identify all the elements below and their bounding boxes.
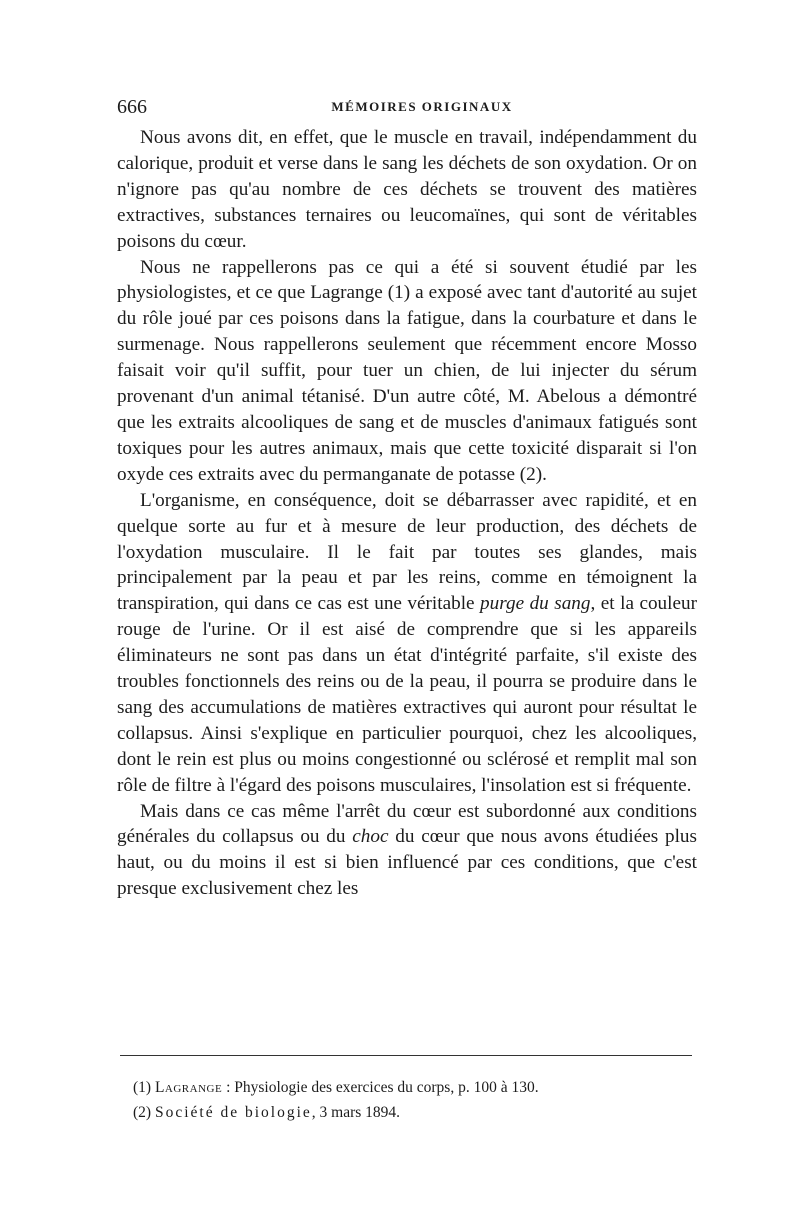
paragraph-3: [117, 488, 697, 799]
paragraph-3-text-b: , et la couleur rouge de l'urine. Or il est aisé de comprendre que si les appareils éliminateurs ne sont pas dans un état d'intégrité parfaite, s'il existe des troubles fonctionnels des reins ou de la peau, il pourra se produire dans le sang des accumulations de matières extractives qui auront pour résultat le collapsus. Ainsi s'explique en particulier pourquoi, chez les alcooliques, dont le rein est plus ou moins congestionné ou sclérosé et remplit mal son rôle de filtre à l'égard des poisons musculaires, l'insolation est si fréquente.: [117, 593, 697, 796]
footnote-1-author: Lagrange: [154, 1079, 223, 1096]
footnote-2-text: , 3 mars 1894.: [311, 1104, 401, 1121]
footnote-1: [133, 1075, 693, 1100]
footnote-1-text: : Physiologie des exercices du corps, p. 100 à 130.: [222, 1079, 539, 1096]
footnote-2-title: Société de biologie: [154, 1104, 312, 1121]
paragraph-4: [117, 799, 697, 903]
body-text: [117, 125, 697, 902]
paragraph-3-text-a: L'organisme, en conséquence, doit se débarrasser avec rapidité, et en quelque sorte au fur et à mesure de leur production, des déchets de l'oxydation musculaire. Il le fait par toutes ses glandes, mais principalement par la peau et par les reins, comme en témoignent la transpiration, qui dans ce cas est une véritable: [117, 489, 697, 615]
footnote-1-marker: (1): [133, 1079, 152, 1096]
paragraph-2: Nous ne rappellerons pas ce qui a été si souvent étudié par les physiologistes, et ce que Lagrange (1) a exposé avec tant d'autorité au sujet du rôle joué par ces poisons dans la fatigue, dans la courbature et dans le surmenage. Nous rappellerons seulement que récemment encore Mosso faisait voir qu'il suffit, pour tuer un chien, de lui injecter du sérum provenant d'un animal tétanisé. D'un autre côté, M. Abelous a démontré que les extraits alcooliques de sang et de muscles d'animaux fatigués sont toxiques pour les autres animaux, mais que cette toxicité disparait si l'on oxyde ces extraits avec du permanganate de potasse (2).: [117, 256, 697, 485]
paragraph-1: Nous avons dit, en effet, que le muscle en travail, indépendamment du calorique, produit et verse dans le sang les déchets de son oxydation. Or on n'ignore pas qu'au nombre de ces déchets se trouvent des matières extractives, substances ternaires ou leucomaïnes, qui sont de véritables poisons du cœur.: [117, 127, 697, 252]
footnote-separator: [120, 1055, 692, 1056]
footnotes: [133, 1075, 693, 1125]
page-number: 666: [117, 96, 147, 118]
italic-phrase-purge-du-sang: purge du sang: [480, 593, 591, 615]
footnote-2: [133, 1100, 693, 1125]
page-header: [117, 96, 697, 118]
paragraph-4-text-a: Mais dans ce cas même l'arrêt du cœur est subordonné aux conditions générales du collapsus ou du: [117, 800, 697, 848]
italic-word-choc: choc: [352, 826, 389, 848]
footnote-2-marker: (2): [133, 1104, 152, 1121]
paragraph-4-text-b: du cœur que nous avons étudiées plus haut, ou du moins il est si bien influencé par ces conditions, que c'est presque exclusivement chez les: [117, 826, 697, 900]
running-title: MÉMOIRES ORIGINAUX: [331, 99, 513, 114]
